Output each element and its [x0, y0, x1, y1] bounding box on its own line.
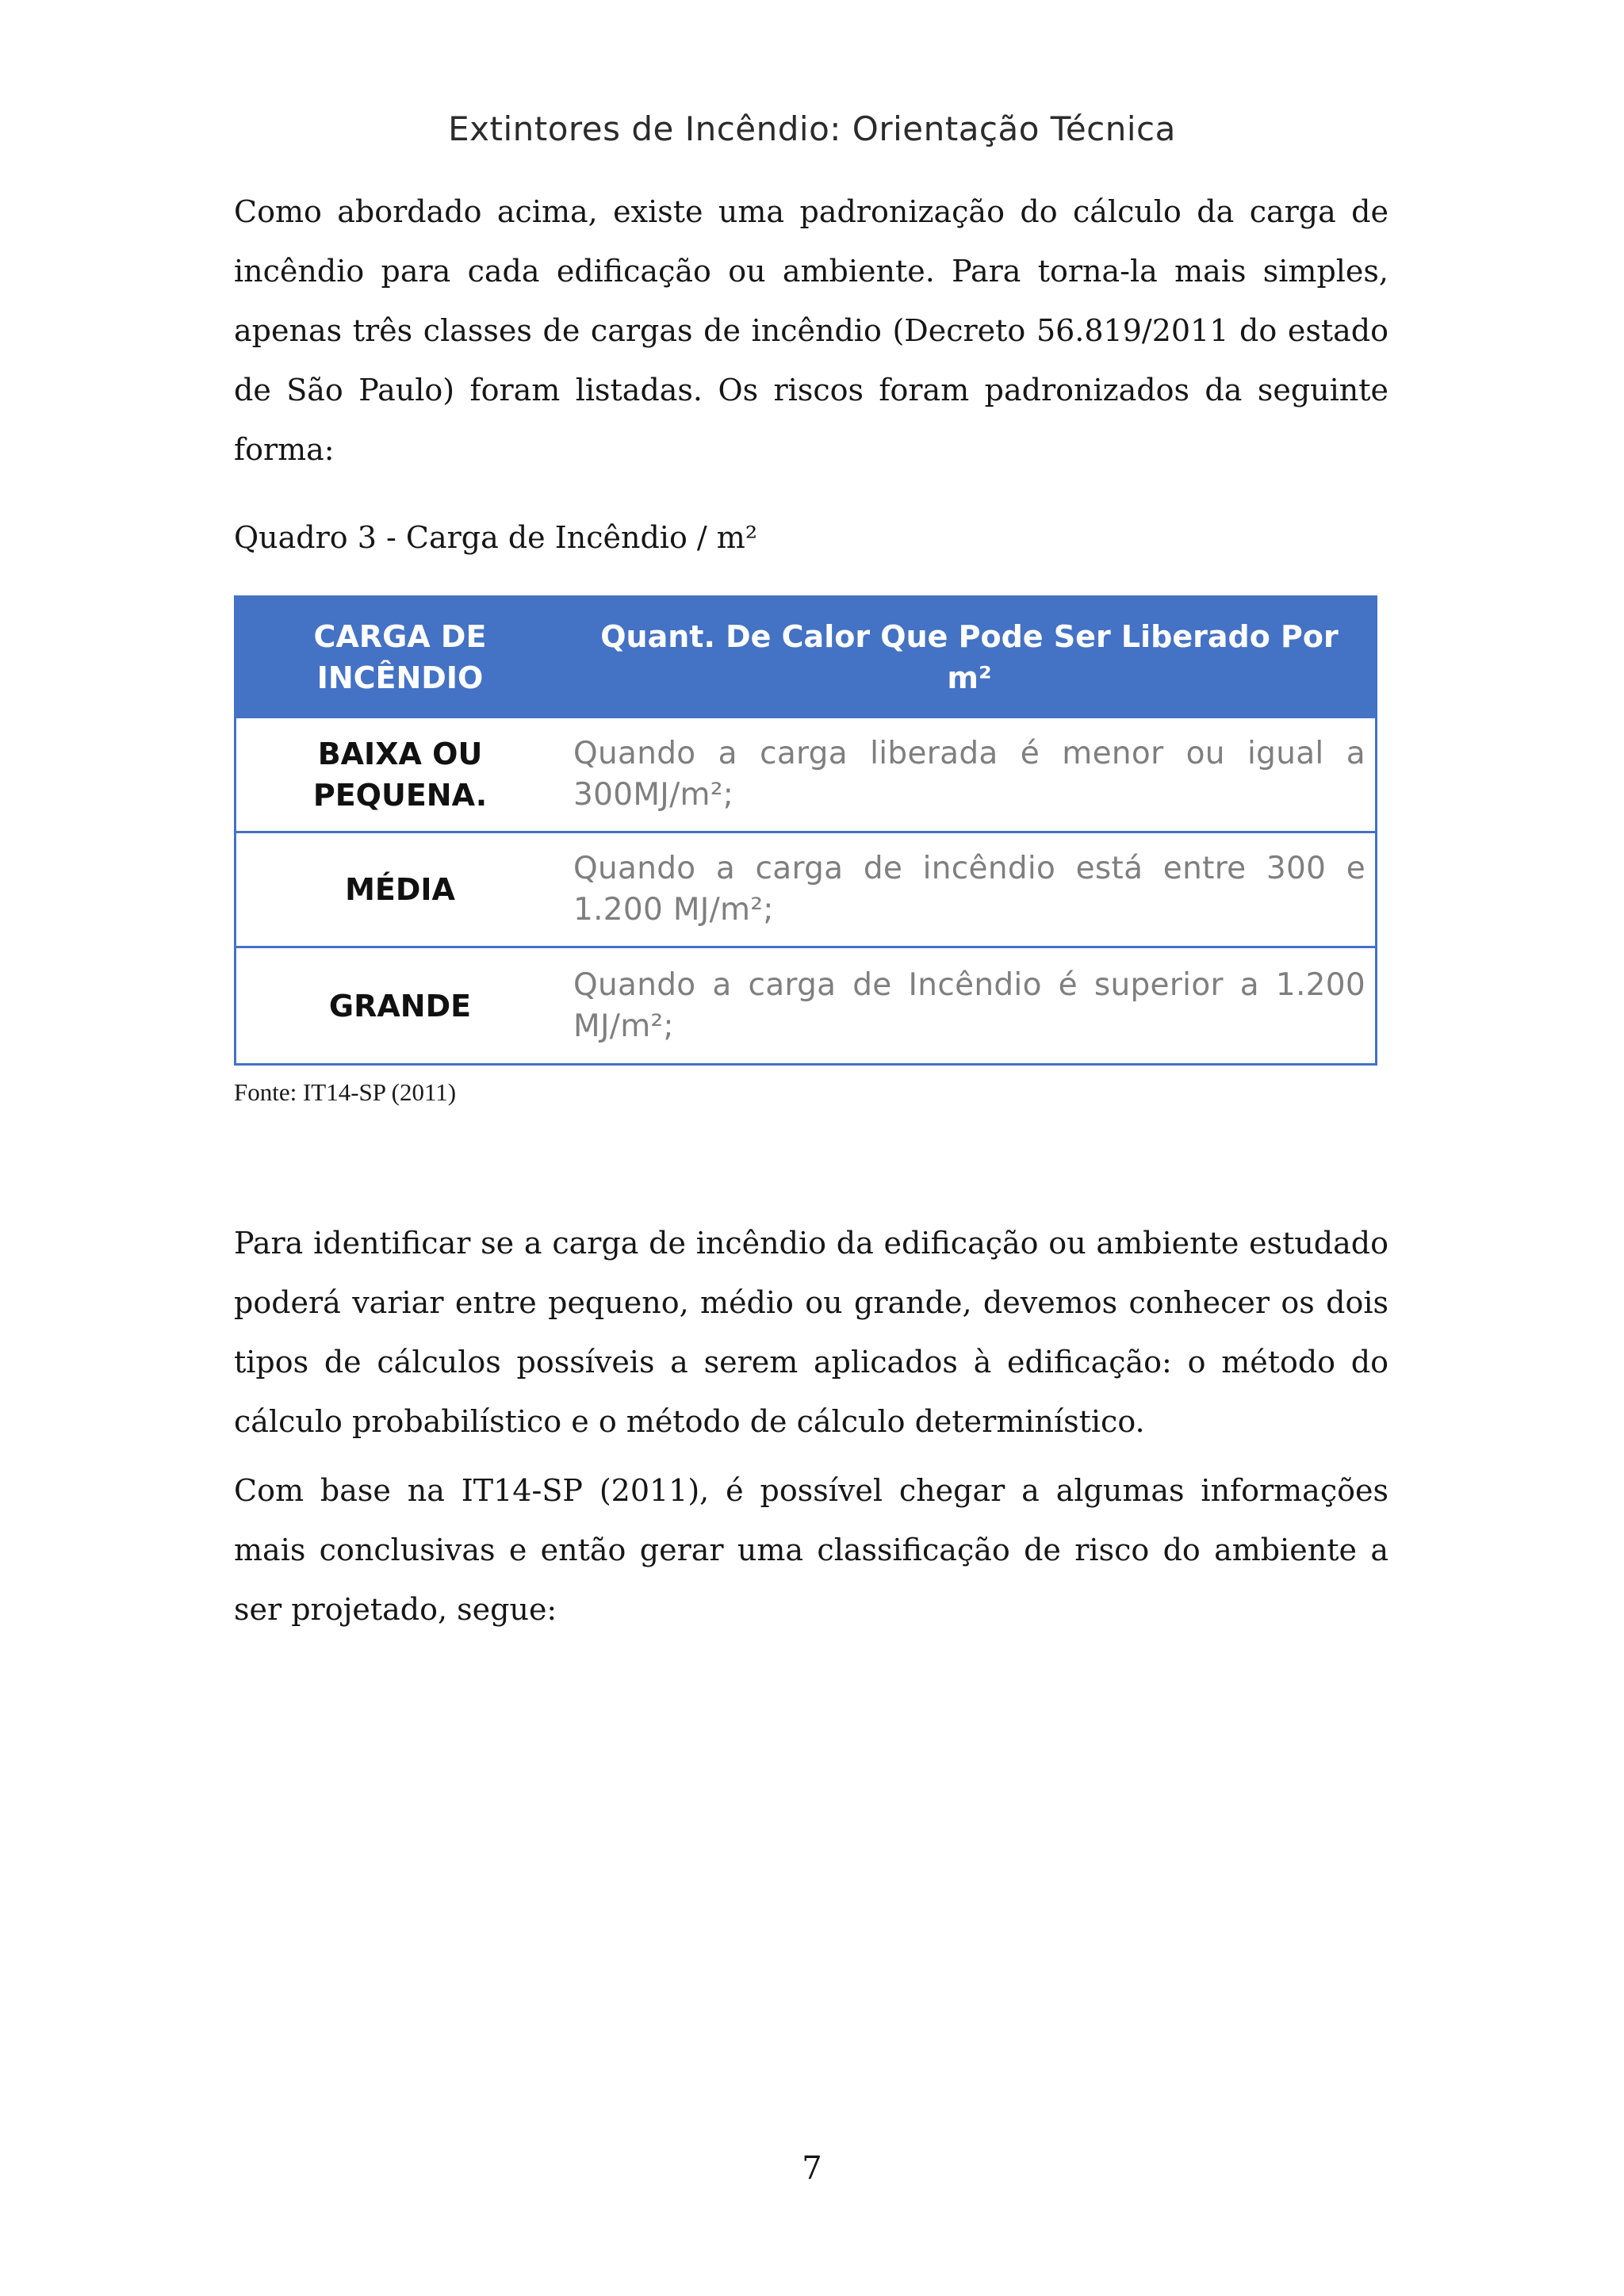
- header-cell-fire-load: CARGA DE INCÊNDIO: [313, 618, 487, 695]
- row-description: Quando a carga de incêndio está entre 300 e 1.200 MJ/m²;: [573, 851, 1365, 928]
- table-caption: Quadro 3 - Carga de Incêndio / m²: [234, 520, 758, 555]
- row-category: MÉDIA: [345, 872, 455, 907]
- paragraph-conclusion: Com base na IT14-SP (2011), é possível chegar a algumas informações mais conclusivas e então gerar uma classificação de risco do ambiente a ser projetado, segue:: [234, 1473, 1388, 1627]
- row-category: GRANDE: [328, 988, 472, 1024]
- row-description: Quando a carga liberada é menor ou igual a 300MJ/m²;: [573, 736, 1365, 813]
- running-header: Extintores de Incêndio: Orientação Técnica: [448, 109, 1176, 148]
- page-number: 7: [802, 2150, 822, 2187]
- fire-load-table: [234, 595, 1377, 1066]
- row-description: Quando a carga de Incêndio é superior a 1.200 MJ/m²;: [573, 966, 1365, 1044]
- paragraph-intro: Como abordado acima, existe uma padronização do cálculo da carga de incêndio para cada edificação ou ambiente. Para torna-la mais simples, apenas três classes de cargas de incêndio (Decreto 56.819/2011 do estado de São Paulo) foram listadas. Os riscos foram padronizados da seguinte forma:: [234, 194, 1388, 467]
- table-row: [236, 833, 1375, 948]
- header-cell-heat-quantity: Quant. De Calor Que Pode Ser Liberado Por m²: [600, 618, 1339, 695]
- row-category: BAIXA OU PEQUENA.: [312, 737, 488, 813]
- table-row: [236, 718, 1375, 833]
- table-source: Fonte: IT14-SP (2011): [234, 1078, 457, 1106]
- table-header-row: [236, 598, 1375, 718]
- table-row: [236, 948, 1375, 1063]
- paragraph-identify: Para identificar se a carga de incêndio da edificação ou ambiente estudado poderá variar entre pequeno, médio ou grande, devemos conhecer os dois tipos de cálculos possíveis a serem aplicados à edificação: o método do cálculo probabilístico e o método de cálculo determinístico.: [234, 1226, 1388, 1439]
